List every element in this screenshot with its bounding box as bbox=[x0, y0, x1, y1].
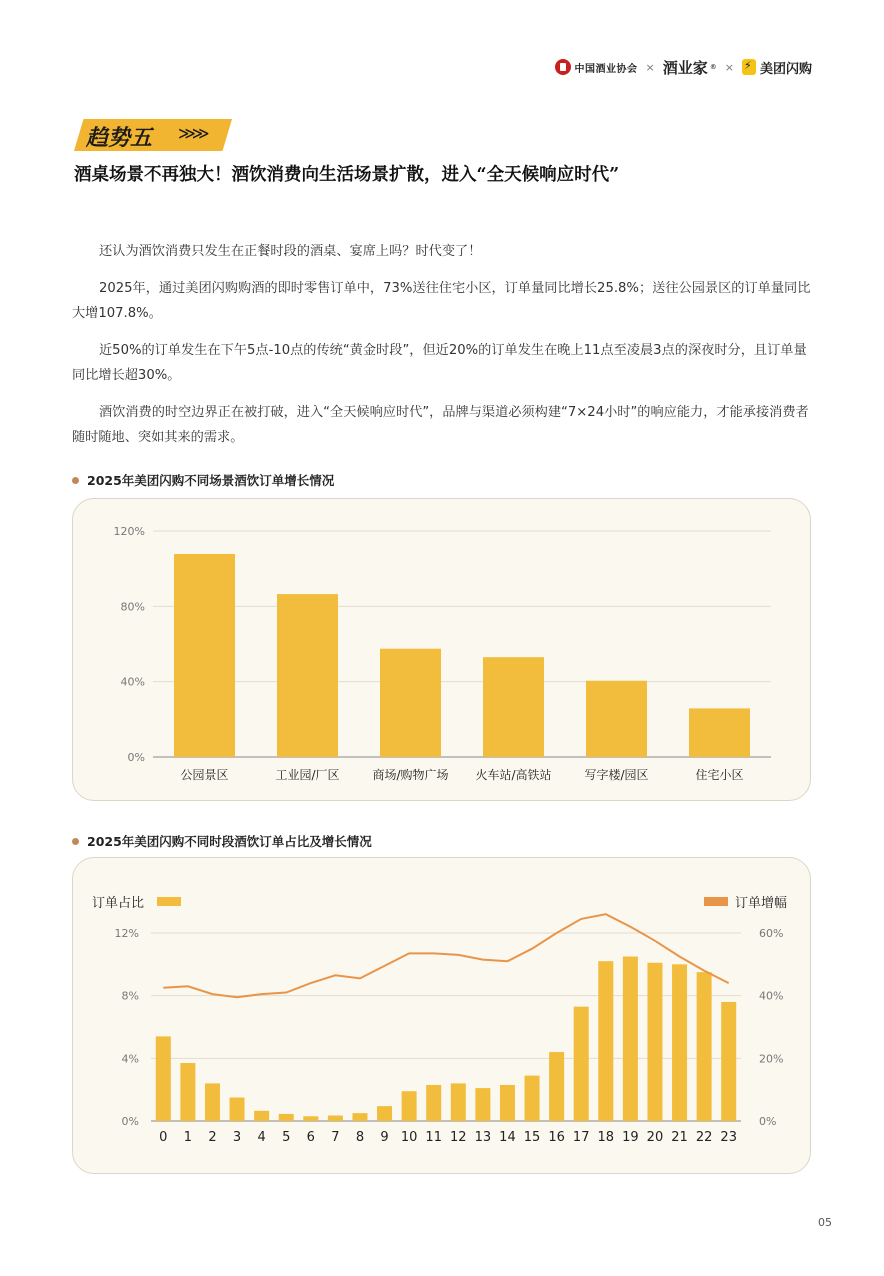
y-left-tick-label: 0% bbox=[121, 1115, 139, 1128]
bar-hour-23 bbox=[721, 1002, 736, 1121]
x-hour-label: 1 bbox=[183, 1130, 193, 1145]
y-tick-label: 120% bbox=[113, 525, 145, 538]
x-hour-label: 6 bbox=[306, 1130, 315, 1145]
legend-bar-swatch bbox=[157, 897, 181, 906]
x-category-label: 工业园/厂区 bbox=[275, 768, 340, 782]
bar-hour-17 bbox=[574, 1007, 589, 1121]
bar-4 bbox=[586, 681, 647, 757]
cada-emblem-icon bbox=[555, 59, 571, 75]
x-category-label: 火车站/高铁站 bbox=[475, 768, 552, 782]
bar-hour-7 bbox=[328, 1116, 343, 1121]
bar-hour-5 bbox=[279, 1114, 294, 1121]
x-hour-label: 0 bbox=[159, 1130, 168, 1145]
bar-hour-0 bbox=[156, 1036, 171, 1121]
meituan-bag-icon bbox=[742, 59, 756, 75]
bar-3 bbox=[483, 657, 544, 757]
y-tick-label: 40% bbox=[120, 675, 145, 689]
x-hour-label: 22 bbox=[695, 1130, 713, 1145]
bar-hour-6 bbox=[303, 1116, 318, 1121]
logo-separator: × bbox=[645, 60, 655, 74]
bar-hour-14 bbox=[500, 1085, 515, 1121]
page-headline: 酒桌场景不再独大！酒饮消费向生活场景扩散，进入“全天候响应时代” bbox=[74, 165, 620, 185]
chart2-heading bbox=[72, 832, 372, 850]
logo-china-alcoholic-drinks-association bbox=[555, 59, 638, 75]
x-hour-label: 2 bbox=[208, 1130, 217, 1145]
bar-hour-12 bbox=[451, 1083, 466, 1121]
legend-bar-label: 订单占比 bbox=[92, 896, 145, 911]
chart2-title: 2025年美团闪购不同时段酒饮订单占比及增长情况 bbox=[87, 834, 372, 849]
bar-hour-19 bbox=[623, 957, 638, 1122]
bar-2 bbox=[380, 649, 441, 757]
legend-line-swatch bbox=[704, 897, 728, 906]
logo2-text: 酒业家 bbox=[662, 58, 708, 77]
x-hour-label: 12 bbox=[450, 1130, 467, 1145]
bar-hour-11 bbox=[426, 1085, 441, 1121]
x-hour-label: 3 bbox=[232, 1130, 242, 1145]
trend-tag bbox=[74, 119, 232, 151]
x-hour-label: 11 bbox=[425, 1130, 442, 1145]
paragraph-3: 近50%的订单发生在下午5点-10点的传统“黄金时段”，但近20%的订单发生在晚上11点至凌晨3点的深夜时分，且订单量同比增长超30%。 bbox=[72, 343, 807, 383]
bar-hour-4 bbox=[254, 1111, 269, 1121]
legend-line-label: 订单增幅 bbox=[735, 896, 788, 911]
chart1-heading bbox=[72, 471, 334, 489]
y-tick-label: 0% bbox=[127, 751, 145, 764]
bar-hour-10 bbox=[402, 1091, 417, 1121]
x-category-label: 住宅小区 bbox=[695, 768, 744, 782]
x-hour-label: 7 bbox=[331, 1130, 340, 1145]
y-tick-label: 80% bbox=[120, 600, 145, 614]
bullet-dot-icon bbox=[72, 477, 79, 484]
x-hour-label: 20 bbox=[646, 1130, 664, 1145]
x-hour-label: 8 bbox=[355, 1130, 365, 1145]
bar-5 bbox=[689, 708, 750, 757]
bullet-dot-icon bbox=[72, 838, 79, 845]
logo1-text: 中国酒业协会 bbox=[574, 63, 638, 75]
paragraph-1: 还认为酒饮消费只发生在正餐时段的酒桌、宴席上吗？时代变了！ bbox=[99, 244, 482, 259]
page-number: 05 bbox=[818, 1216, 832, 1229]
hourly-orders-chart bbox=[73, 858, 812, 1175]
paragraph-2: 2025年，通过美团闪购购酒的即时零售订单中，73%送往住宅小区，订单量同比增长25.8%；送往公园景区的订单量同比大增107.8%。 bbox=[72, 281, 811, 321]
x-hour-label: 5 bbox=[282, 1130, 291, 1145]
bar-0 bbox=[174, 554, 235, 757]
x-hour-label: 21 bbox=[671, 1130, 688, 1145]
x-hour-label: 9 bbox=[380, 1130, 389, 1145]
chart2-panel bbox=[72, 857, 811, 1174]
x-hour-label: 17 bbox=[572, 1130, 590, 1145]
y-right-tick-label: 0% bbox=[759, 1115, 777, 1128]
x-hour-label: 13 bbox=[474, 1130, 492, 1145]
y-left-tick-label: 8% bbox=[121, 989, 139, 1003]
bar-1 bbox=[277, 594, 338, 757]
x-category-label: 写字楼/园区 bbox=[584, 768, 649, 782]
logo-meituan-shangou bbox=[742, 58, 812, 77]
bar-hour-16 bbox=[549, 1052, 564, 1121]
x-hour-label: 19 bbox=[622, 1130, 639, 1145]
y-right-tick-label: 60% bbox=[759, 927, 784, 940]
registered-icon: ® bbox=[709, 63, 717, 71]
paragraph-4: 酒饮消费的时空边界正在被打破，进入“全天候响应时代”，品牌与渠道必须构建“7×24小时”的响应能力，才能承接消费者随时随地、突如其来的需求。 bbox=[72, 405, 809, 445]
chevrons-icon: ≫≫ bbox=[178, 124, 206, 144]
y-left-tick-label: 12% bbox=[114, 927, 139, 940]
x-hour-label: 15 bbox=[523, 1130, 541, 1145]
header-logos bbox=[555, 57, 812, 77]
bar-hour-3 bbox=[230, 1098, 245, 1122]
x-hour-label: 4 bbox=[257, 1130, 266, 1145]
bar-hour-18 bbox=[598, 961, 613, 1121]
x-hour-label: 16 bbox=[548, 1130, 565, 1145]
trend-label: 趋势五 bbox=[86, 125, 153, 151]
x-hour-label: 23 bbox=[720, 1130, 737, 1145]
bar-hour-13 bbox=[475, 1088, 490, 1121]
bar-hour-1 bbox=[180, 1063, 195, 1121]
bar-hour-21 bbox=[672, 964, 687, 1121]
logo3-text: 美团闪购 bbox=[759, 61, 812, 77]
x-category-label: 商场/购物广场 bbox=[372, 768, 449, 782]
logo-jiuyejia bbox=[663, 57, 717, 78]
y-right-tick-label: 20% bbox=[759, 1052, 784, 1066]
x-hour-label: 14 bbox=[499, 1130, 516, 1145]
bar-hour-22 bbox=[697, 972, 712, 1121]
bar-hour-2 bbox=[205, 1083, 220, 1121]
x-hour-label: 18 bbox=[597, 1130, 615, 1145]
bar-hour-15 bbox=[525, 1076, 540, 1121]
chart1-title: 2025年美团闪购不同场景酒饮订单增长情况 bbox=[87, 473, 335, 488]
growth-line bbox=[163, 914, 728, 997]
x-hour-label: 10 bbox=[400, 1130, 418, 1145]
scene-growth-chart bbox=[73, 499, 812, 802]
y-left-tick-label: 4% bbox=[121, 1052, 139, 1066]
logo-separator: × bbox=[724, 60, 734, 74]
bar-hour-20 bbox=[647, 963, 662, 1121]
bar-hour-9 bbox=[377, 1106, 392, 1121]
y-right-tick-label: 40% bbox=[759, 989, 784, 1003]
chart1-panel bbox=[72, 498, 811, 801]
bar-hour-8 bbox=[352, 1113, 367, 1121]
x-category-label: 公园景区 bbox=[180, 768, 229, 782]
